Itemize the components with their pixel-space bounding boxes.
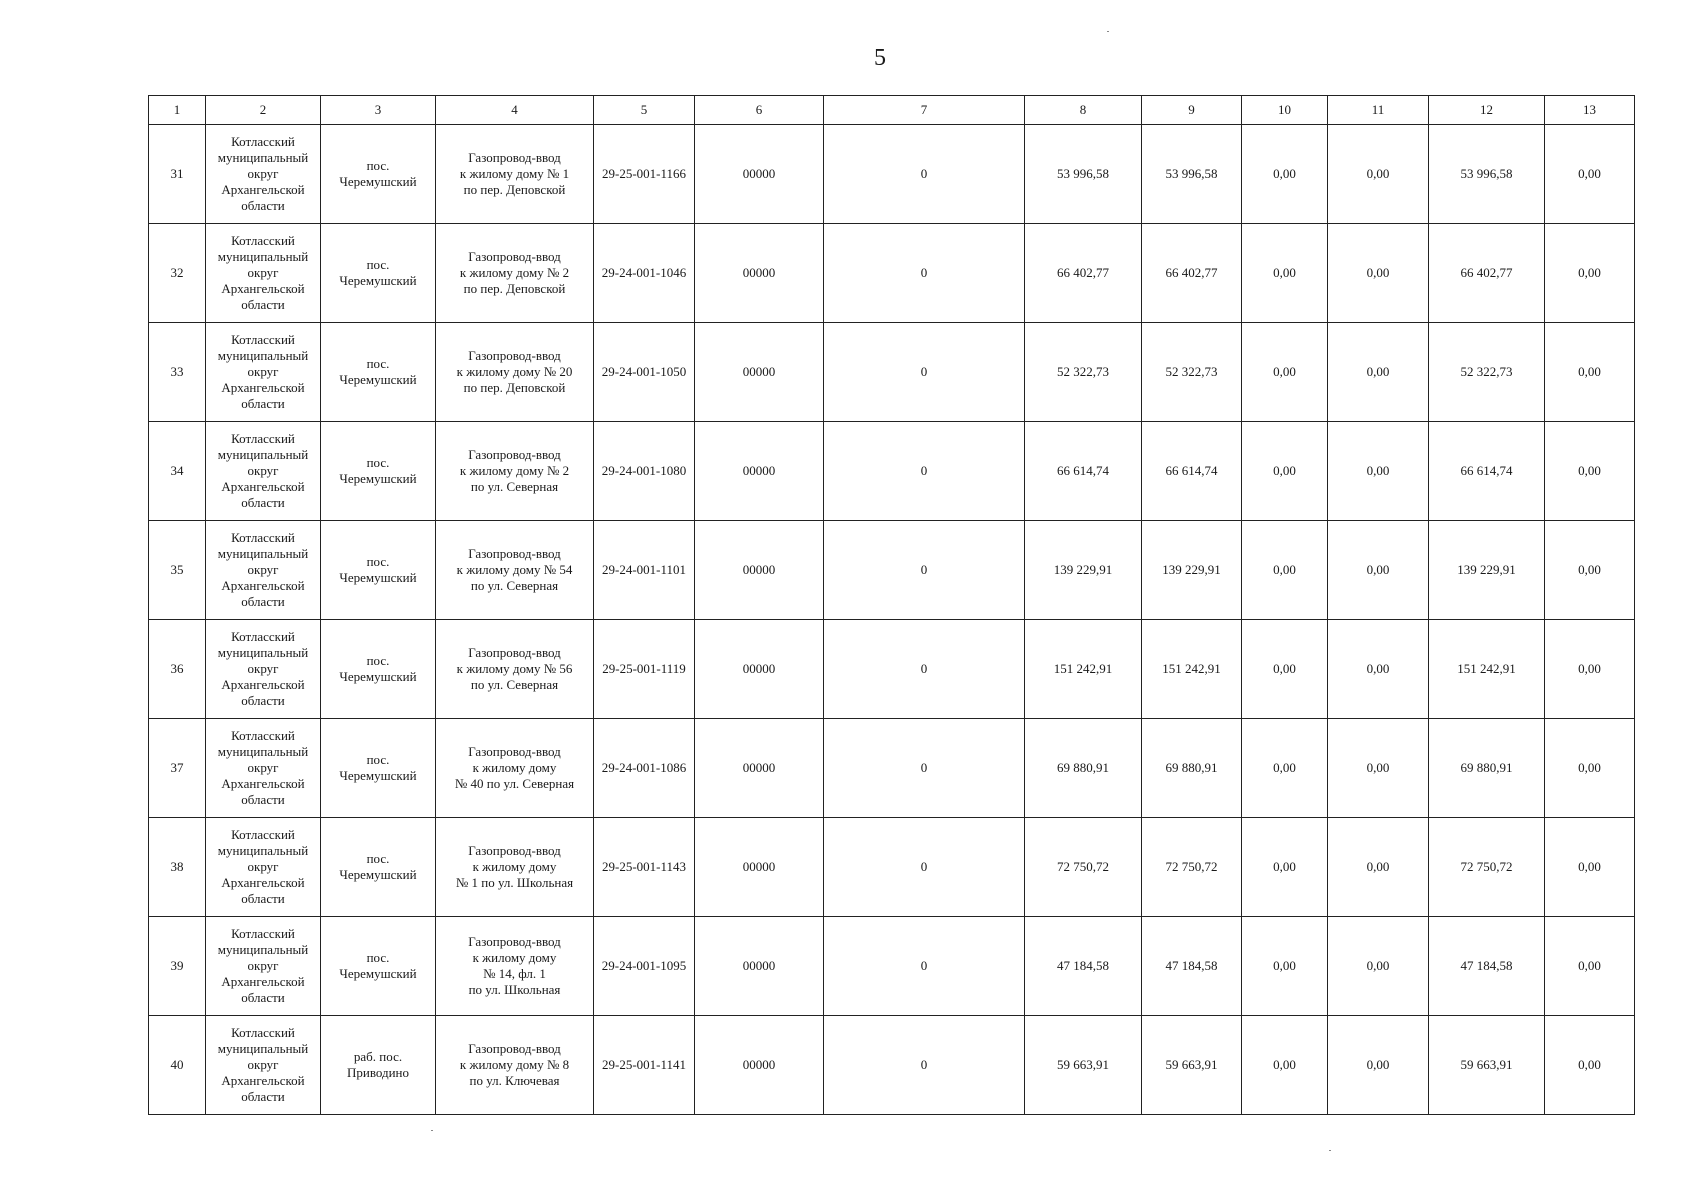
header-row [149, 96, 1635, 125]
settlement-cell [321, 1016, 436, 1115]
settlement-cell [321, 422, 436, 521]
value-col10-cell [1242, 1016, 1328, 1115]
value-col7-text: 0 [920, 265, 928, 280]
municipality-cell [206, 917, 321, 1016]
table-row [149, 719, 1635, 818]
code-text: 00000 [742, 760, 776, 775]
value-col7-cell [824, 323, 1025, 422]
value-col12-cell [1429, 224, 1545, 323]
row-number-text: 38 [170, 859, 184, 874]
table-header [149, 96, 1635, 125]
object-name-text: Газопровод-ввод к жилому дому № 1 по пер. Деповской [459, 150, 570, 197]
value-col13-text: 0,00 [1578, 760, 1601, 775]
value-col8-cell [1025, 917, 1142, 1016]
value-col11-cell [1328, 323, 1429, 422]
column-header-4: 4 [436, 96, 594, 125]
value-col12-cell [1429, 719, 1545, 818]
value-col10-cell [1242, 818, 1328, 917]
municipality-text: Котласский муниципальный округ Архангельской области [217, 431, 309, 510]
value-col9-text: 66 614,74 [1165, 463, 1218, 478]
municipality-cell [206, 224, 321, 323]
municipality-cell [206, 620, 321, 719]
value-col12-text: 59 663,91 [1460, 1057, 1513, 1072]
value-col8-cell [1025, 125, 1142, 224]
value-col10-text: 0,00 [1273, 661, 1296, 676]
inventory-number-text: 29-24-001-1050 [601, 364, 687, 379]
row-number-cell [149, 521, 206, 620]
code-text: 00000 [742, 859, 776, 874]
column-header-1: 1 [149, 96, 206, 125]
value-col12-text: 66 402,77 [1460, 265, 1513, 280]
value-col7-cell [824, 1016, 1025, 1115]
inventory-number-cell [594, 1016, 695, 1115]
municipality-cell [206, 323, 321, 422]
object-name-text: Газопровод-ввод к жилому дому № 8 по ул. Ключевая [459, 1041, 570, 1088]
row-number-cell [149, 818, 206, 917]
value-col11-text: 0,00 [1366, 364, 1390, 379]
settlement-text: пос. Черемушский [339, 950, 417, 981]
value-col9-cell [1142, 422, 1242, 521]
value-col9-cell [1142, 719, 1242, 818]
value-col11-text: 0,00 [1366, 760, 1390, 775]
value-col9-cell [1142, 1016, 1242, 1115]
value-col10-cell [1242, 719, 1328, 818]
value-col11-cell [1328, 1016, 1429, 1115]
value-col7-cell [824, 224, 1025, 323]
code-cell [695, 818, 824, 917]
inventory-number-text: 29-25-001-1166 [601, 166, 686, 181]
value-col9-text: 59 663,91 [1165, 1057, 1218, 1072]
value-col7-cell [824, 125, 1025, 224]
inventory-number-cell [594, 620, 695, 719]
value-col8-cell [1025, 719, 1142, 818]
value-col13-cell [1545, 422, 1635, 521]
value-col7-text: 0 [920, 958, 928, 973]
row-number-text: 40 [170, 1057, 184, 1072]
value-col7-text: 0 [920, 661, 928, 676]
code-cell [695, 521, 824, 620]
table-body [149, 125, 1635, 1115]
object-name-text: Газопровод-ввод к жилому дому № 1 по ул. Школьная [455, 843, 574, 890]
value-col11-text: 0,00 [1366, 463, 1390, 478]
value-col13-cell [1545, 818, 1635, 917]
value-col8-cell [1025, 1016, 1142, 1115]
value-col12-cell [1429, 818, 1545, 917]
value-col12-text: 47 184,58 [1460, 958, 1513, 973]
table-row [149, 422, 1635, 521]
row-number-text: 33 [170, 364, 184, 379]
object-name-cell [436, 422, 594, 521]
municipality-text: Котласский муниципальный округ Архангельской области [217, 1025, 309, 1104]
value-col11-cell [1328, 125, 1429, 224]
value-col10-cell [1242, 917, 1328, 1016]
object-name-text: Газопровод-ввод к жилому дому № 2 по пер. Деповской [459, 249, 570, 296]
value-col12-text: 151 242,91 [1457, 661, 1516, 676]
value-col11-text: 0,00 [1366, 265, 1390, 280]
value-col13-cell [1545, 917, 1635, 1016]
value-col13-text: 0,00 [1578, 958, 1601, 973]
object-name-cell [436, 125, 594, 224]
value-col11-text: 0,00 [1366, 562, 1390, 577]
column-header-7: 7 [824, 96, 1025, 125]
value-col8-text: 66 614,74 [1057, 463, 1109, 478]
row-number-text: 31 [170, 166, 184, 181]
value-col7-text: 0 [920, 760, 928, 775]
registry-table [148, 95, 1635, 1115]
value-col9-cell [1142, 620, 1242, 719]
value-col12-text: 69 880,91 [1460, 760, 1513, 775]
object-name-cell [436, 917, 594, 1016]
value-col10-text: 0,00 [1273, 265, 1296, 280]
value-col8-text: 53 996,58 [1057, 166, 1109, 181]
row-number-cell [149, 323, 206, 422]
value-col9-cell [1142, 521, 1242, 620]
value-col8-text: 139 229,91 [1053, 562, 1113, 577]
object-name-text: Газопровод-ввод к жилому дому № 40 по ул. Северная [454, 744, 575, 791]
inventory-number-cell [594, 818, 695, 917]
value-col8-text: 72 750,72 [1057, 859, 1109, 874]
value-col7-text: 0 [920, 859, 928, 874]
value-col11-cell [1328, 818, 1429, 917]
row-number-text: 35 [170, 562, 184, 577]
inventory-number-cell [594, 125, 695, 224]
value-col10-text: 0,00 [1273, 166, 1296, 181]
table-row [149, 521, 1635, 620]
table-row [149, 917, 1635, 1016]
settlement-text: пос. Черемушский [339, 257, 417, 288]
row-number-cell [149, 224, 206, 323]
municipality-text: Котласский муниципальный округ Архангельской области [217, 629, 309, 708]
value-col7-text: 0 [920, 1057, 928, 1072]
object-name-text: Газопровод-ввод к жилому дому № 14, фл. 1 по ул. Школьная [468, 934, 561, 997]
value-col10-text: 0,00 [1273, 463, 1296, 478]
inventory-number-text: 29-24-001-1095 [601, 958, 687, 973]
inventory-number-text: 29-24-001-1101 [601, 562, 686, 577]
code-cell [695, 323, 824, 422]
value-col9-text: 66 402,77 [1165, 265, 1218, 280]
inventory-number-text: 29-25-001-1119 [602, 661, 686, 676]
table-row [149, 323, 1635, 422]
value-col12-cell [1429, 521, 1545, 620]
settlement-cell [321, 521, 436, 620]
object-name-cell [436, 1016, 594, 1115]
value-col11-cell [1328, 422, 1429, 521]
value-col9-text: 72 750,72 [1165, 859, 1218, 874]
object-name-cell [436, 521, 594, 620]
code-cell [695, 620, 824, 719]
column-header-13: 13 [1545, 96, 1635, 125]
inventory-number-cell [594, 917, 695, 1016]
table-row [149, 818, 1635, 917]
value-col11-cell [1328, 917, 1429, 1016]
value-col9-text: 53 996,58 [1165, 166, 1218, 181]
municipality-text: Котласский муниципальный округ Архангельской области [217, 233, 309, 312]
value-col12-text: 139 229,91 [1457, 562, 1516, 577]
value-col7-cell [824, 917, 1025, 1016]
object-name-text: Газопровод-ввод к жилому дому № 54 по ул. Северная [456, 546, 573, 593]
settlement-text: пос. Черемушский [339, 653, 417, 684]
object-name-text: Газопровод-ввод к жилому дому № 56 по ул. Северная [456, 645, 573, 692]
value-col8-cell [1025, 521, 1142, 620]
column-header-11: 11 [1328, 96, 1429, 125]
value-col8-text: 47 184,58 [1057, 958, 1109, 973]
value-col11-cell [1328, 521, 1429, 620]
municipality-text: Котласский муниципальный округ Архангельской области [217, 134, 309, 213]
value-col12-cell [1429, 125, 1545, 224]
settlement-text: пос. Черемушский [339, 356, 417, 387]
inventory-number-cell [594, 719, 695, 818]
value-col7-cell [824, 620, 1025, 719]
value-col13-cell [1545, 620, 1635, 719]
column-header-2: 2 [206, 96, 321, 125]
column-header-5: 5 [594, 96, 695, 125]
code-text: 00000 [742, 958, 776, 973]
value-col7-cell [824, 521, 1025, 620]
value-col7-text: 0 [920, 562, 928, 577]
settlement-text: пос. Черемушский [339, 851, 417, 882]
value-col13-cell [1545, 224, 1635, 323]
value-col7-text: 0 [920, 166, 928, 181]
inventory-number-text: 29-24-001-1046 [601, 265, 687, 280]
value-col13-text: 0,00 [1578, 463, 1601, 478]
table-row [149, 620, 1635, 719]
value-col12-text: 66 614,74 [1460, 463, 1513, 478]
value-col13-text: 0,00 [1578, 859, 1601, 874]
value-col13-cell [1545, 719, 1635, 818]
inventory-number-cell [594, 521, 695, 620]
inventory-number-text: 29-24-001-1086 [601, 760, 687, 775]
row-number-text: 34 [170, 463, 184, 478]
value-col8-text: 59 663,91 [1057, 1057, 1109, 1072]
code-text: 00000 [742, 265, 776, 280]
code-cell [695, 1016, 824, 1115]
value-col10-cell [1242, 125, 1328, 224]
row-number-cell [149, 1016, 206, 1115]
value-col11-cell [1328, 224, 1429, 323]
object-name-cell [436, 620, 594, 719]
object-name-cell [436, 818, 594, 917]
value-col7-cell [824, 719, 1025, 818]
value-col7-text: 0 [920, 364, 928, 379]
code-text: 00000 [742, 661, 776, 676]
value-col10-text: 0,00 [1273, 1057, 1296, 1072]
settlement-cell [321, 917, 436, 1016]
object-name-text: Газопровод-ввод к жилому дому № 2 по ул. Северная [459, 447, 570, 494]
value-col8-cell [1025, 323, 1142, 422]
value-col9-text: 47 184,58 [1165, 958, 1218, 973]
value-col11-cell [1328, 719, 1429, 818]
value-col8-cell [1025, 224, 1142, 323]
value-col11-text: 0,00 [1366, 166, 1390, 181]
settlement-cell [321, 719, 436, 818]
inventory-number-cell [594, 323, 695, 422]
settlement-cell [321, 323, 436, 422]
value-col13-text: 0,00 [1578, 1057, 1601, 1072]
value-col7-text: 0 [920, 463, 928, 478]
value-col13-cell [1545, 125, 1635, 224]
value-col7-cell [824, 422, 1025, 521]
value-col10-text: 0,00 [1273, 958, 1296, 973]
table-row [149, 224, 1635, 323]
value-col12-text: 72 750,72 [1460, 859, 1513, 874]
row-number-cell [149, 422, 206, 521]
municipality-cell [206, 818, 321, 917]
value-col7-cell [824, 818, 1025, 917]
value-col13-cell [1545, 521, 1635, 620]
row-number-text: 32 [170, 265, 184, 280]
value-col9-cell [1142, 323, 1242, 422]
value-col8-cell [1025, 620, 1142, 719]
value-col8-text: 52 322,73 [1057, 364, 1109, 379]
value-col12-cell [1429, 917, 1545, 1016]
table-row [149, 1016, 1635, 1115]
value-col10-cell [1242, 620, 1328, 719]
value-col9-cell [1142, 818, 1242, 917]
municipality-cell [206, 521, 321, 620]
inventory-number-text: 29-25-001-1143 [601, 859, 686, 874]
code-text: 00000 [742, 364, 776, 379]
value-col13-text: 0,00 [1578, 166, 1601, 181]
object-name-cell [436, 224, 594, 323]
settlement-cell [321, 620, 436, 719]
value-col8-cell [1025, 818, 1142, 917]
settlement-text: раб. пос. Приводино [346, 1049, 410, 1080]
code-text: 00000 [742, 1057, 776, 1072]
value-col9-cell [1142, 125, 1242, 224]
column-header-6: 6 [695, 96, 824, 125]
code-cell [695, 422, 824, 521]
row-number-cell [149, 620, 206, 719]
code-text: 00000 [742, 463, 776, 478]
value-col10-text: 0,00 [1273, 760, 1296, 775]
table-row [149, 125, 1635, 224]
value-col12-cell [1429, 323, 1545, 422]
municipality-text: Котласский муниципальный округ Архангельской области [217, 926, 309, 1005]
settlement-text: пос. Черемушский [339, 752, 417, 783]
column-header-10: 10 [1242, 96, 1328, 125]
value-col13-text: 0,00 [1578, 661, 1601, 676]
value-col8-text: 151 242,91 [1053, 661, 1113, 676]
value-col13-cell [1545, 1016, 1635, 1115]
value-col9-cell [1142, 224, 1242, 323]
scan-speck [1329, 1150, 1331, 1151]
inventory-number-cell [594, 422, 695, 521]
municipality-cell [206, 1016, 321, 1115]
object-name-cell [436, 719, 594, 818]
value-col9-text: 69 880,91 [1165, 760, 1218, 775]
value-col13-cell [1545, 323, 1635, 422]
settlement-text: пос. Черемушский [339, 158, 417, 189]
code-cell [695, 917, 824, 1016]
value-col11-text: 0,00 [1366, 958, 1390, 973]
value-col10-text: 0,00 [1273, 364, 1296, 379]
municipality-text: Котласский муниципальный округ Архангельской области [217, 827, 309, 906]
value-col13-text: 0,00 [1578, 364, 1601, 379]
value-col8-cell [1025, 422, 1142, 521]
value-col11-text: 0,00 [1366, 661, 1390, 676]
column-header-8: 8 [1025, 96, 1142, 125]
code-text: 00000 [742, 562, 776, 577]
code-cell [695, 719, 824, 818]
value-col12-cell [1429, 620, 1545, 719]
value-col9-cell [1142, 917, 1242, 1016]
row-number-text: 36 [170, 661, 184, 676]
object-name-text: Газопровод-ввод к жилому дому № 20 по пер. Деповской [456, 348, 573, 395]
value-col8-text: 66 402,77 [1057, 265, 1109, 280]
value-col9-text: 151 242,91 [1162, 661, 1221, 676]
value-col8-text: 69 880,91 [1057, 760, 1109, 775]
scan-speck [431, 1130, 433, 1131]
code-cell [695, 224, 824, 323]
settlement-text: пос. Черемушский [339, 554, 417, 585]
value-col10-text: 0,00 [1273, 562, 1296, 577]
page-number: 5 [874, 45, 886, 71]
inventory-number-cell [594, 224, 695, 323]
inventory-number-text: 29-24-001-1080 [601, 463, 687, 478]
column-header-3: 3 [321, 96, 436, 125]
row-number-cell [149, 917, 206, 1016]
row-number-text: 39 [170, 958, 184, 973]
settlement-cell [321, 125, 436, 224]
settlement-cell [321, 224, 436, 323]
municipality-text: Котласский муниципальный округ Архангельской области [217, 728, 309, 807]
value-col9-text: 139 229,91 [1162, 562, 1221, 577]
inventory-number-text: 29-25-001-1141 [601, 1057, 686, 1072]
code-text: 00000 [742, 166, 776, 181]
row-number-cell [149, 719, 206, 818]
value-col10-text: 0,00 [1273, 859, 1296, 874]
value-col12-text: 53 996,58 [1460, 166, 1513, 181]
row-number-text: 37 [170, 760, 184, 775]
value-col10-cell [1242, 422, 1328, 521]
value-col10-cell [1242, 224, 1328, 323]
value-col12-cell [1429, 1016, 1545, 1115]
column-header-12: 12 [1429, 96, 1545, 125]
value-col13-text: 0,00 [1578, 562, 1601, 577]
value-col11-text: 0,00 [1366, 859, 1390, 874]
value-col12-cell [1429, 422, 1545, 521]
municipality-text: Котласский муниципальный округ Архангельской области [217, 530, 309, 609]
municipality-cell [206, 422, 321, 521]
value-col11-cell [1328, 620, 1429, 719]
value-col13-text: 0,00 [1578, 265, 1601, 280]
value-col12-text: 52 322,73 [1460, 364, 1513, 379]
settlement-text: пос. Черемушский [339, 455, 417, 486]
value-col10-cell [1242, 521, 1328, 620]
municipality-cell [206, 719, 321, 818]
municipality-text: Котласский муниципальный округ Архангельской области [217, 332, 309, 411]
scan-speck [1107, 31, 1109, 32]
municipality-cell [206, 125, 321, 224]
settlement-cell [321, 818, 436, 917]
value-col10-cell [1242, 323, 1328, 422]
row-number-cell [149, 125, 206, 224]
value-col9-text: 52 322,73 [1165, 364, 1218, 379]
value-col11-text: 0,00 [1366, 1057, 1390, 1072]
code-cell [695, 125, 824, 224]
object-name-cell [436, 323, 594, 422]
column-header-9: 9 [1142, 96, 1242, 125]
